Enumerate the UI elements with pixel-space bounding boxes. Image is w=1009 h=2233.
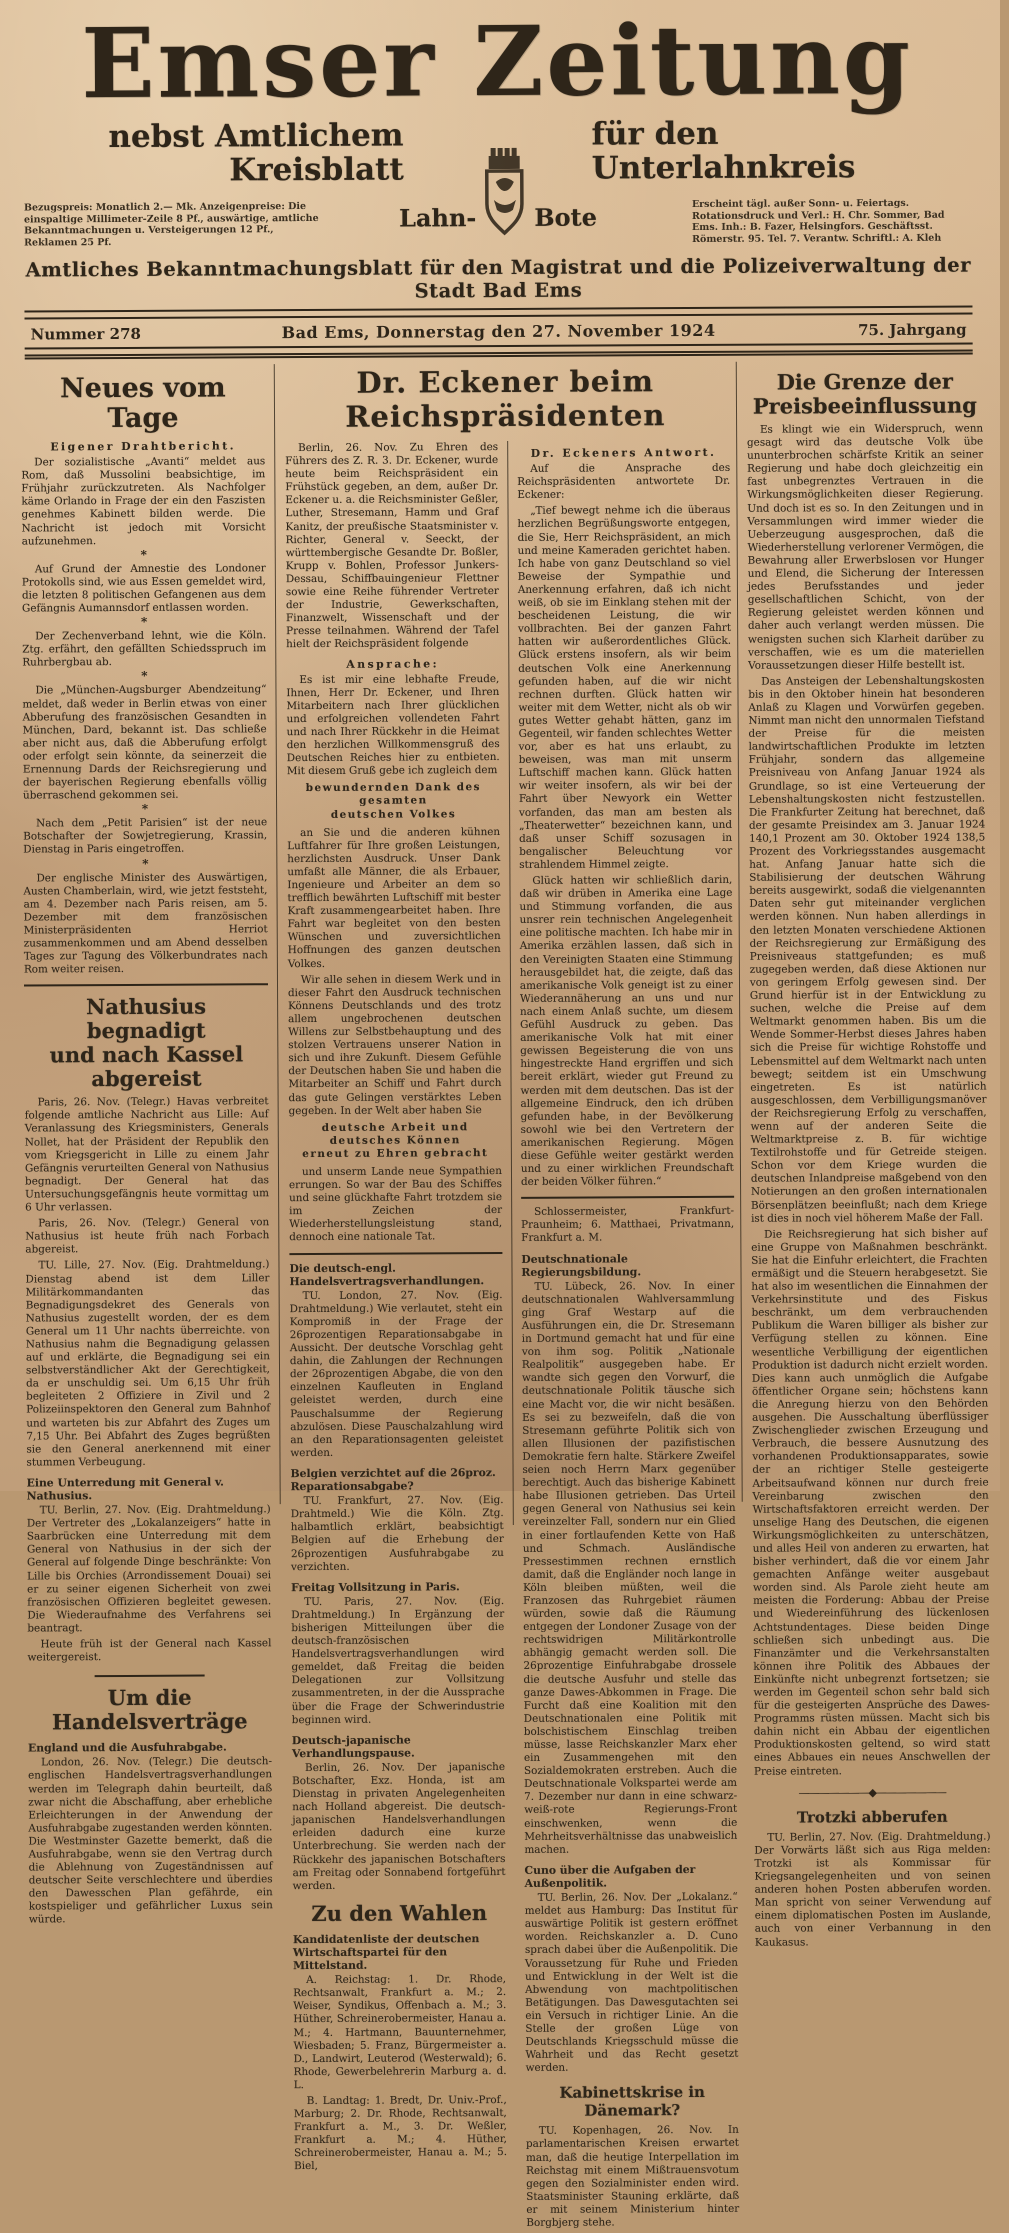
article-paragraph: Die „München-Augsburger Abendzeitung“ meldet, daß weder in Berlin etwas von einer Abberufung des französischen Gesandten in München, Dard, bekannt ist. Das schließe aber nicht aus, daß die Abberufung erfolgt oder erfolgt sein könnte, da seinerzeit die Ernennung Dards der Reichsregierung und der bayerischen Regierung ebenfalls völlig überraschend gekommen sei.	[22, 683, 267, 802]
lahn-label: Lahn-	[398, 203, 477, 233]
masthead-middle	[23, 116, 972, 249]
article-paragraph: Der Zechenverband lehnt, wie die Köln. Ztg. erfährt, den gefällten Schiedsspruch im Ruhrbergbau ab.	[22, 629, 267, 669]
article-paragraph: Auf Grund der Amnestie des Londoner Protokolls sind, wie aus Essen gemeldet wird, die letzten 8 politischen Gefangenen aus dem Gefängnis Aumannsdorf entlassen worden.	[21, 561, 266, 615]
center-subcolumn-2	[508, 440, 740, 2229]
article-paragraph: „Tief bewegt nehme ich die überaus herzlichen Begrüßungsworte entgegen, die Sie, Herr Reichspräsident, an mich und meine Kameraden gerichtet haben. Ich habe von ganz Deutschland so viel Beweise der Sympathie und Anerkennung erfahren, daß ich nicht weiß, ob sie im Einklang stehen mit der bescheidenen Leistung, die wir vollbrachten. Bei der ganzen Fahrt hatten wir außerordentliches Glück. Glück erstens insofern, als wir beim deutschen Volk eine Anerkennung gefunden haben, auf die wir nicht rechnen durften. Glück hatten wir weiter mit dem Wetter, nicht als ob wir gutes Wetter gehabt hätten, ganz im Gegenteil, wir fanden schlechtes Wetter vor, aber es hat uns erlaubt, zu beweisen, was man mit unserm Luftschiff machen kann. Glück hatten wir weiter insofern, als wir bei der Fahrt über Newyork ein Wetter vorfanden, das man am besten als „Theaterwetter“ bezeichnen kann, und daß unser Schiff sozusagen in bengalischer Beleuchtung vor strahlendem Himmel zeigte.	[517, 504, 733, 871]
official-banner: Amtliches Bekanntmachungsblatt für den Magistrat und die Polizeiverwaltung der Stadt Bad Ems	[25, 253, 971, 303]
article-paragraph: TU. Frankfurt, 27. Nov. (Eig. Drahtmeld.) Wie die Köln. Ztg. halbamtlich erklärt, beabsichtigt Belgien auf die Erhebung der 26prozentigen Ausfuhrabgabe zu verzichten.	[290, 1494, 504, 1573]
article-headline: Kabinettskrise in Dänemark?	[559, 2083, 705, 2120]
newspaper-title: Emser Zeitung	[81, 2, 914, 121]
article-paragraph: Es ist mir eine lebhafte Freude, Ihnen, Herr Dr. Eckener, und Ihren Mitarbeitern nach Ihrer glücklichen und erfolgreichen vollendeten Fahrt und nach Ihrer Rückkehr in die Heimat den herzlichen Willkommensgruß des Deutschen Reiches hier zu entbieten. Mit diesem Gruß gebe ich zugleich dem	[286, 672, 500, 778]
lead-article-headline: Dr. Eckener beim Reichspräsidenten	[345, 364, 666, 434]
paragraph-separator-star: *	[141, 802, 149, 817]
page-body	[0, 354, 1005, 2229]
article-paragraph: TU. Berlin, 27. Nov. (Eig. Drahtmeldung.) Der Vertreter des „Lokalanzeigers“ hatte in Saarbrücken eine Unterredung mit dem General von Nathusius in der sich der General auf folgende Dinge beschränkte: Von Lille bis Orchies (Arrondissement Douai) sei er zu seiner eigenen Sicherheit von zwei französischen Offizieren begleitet gewesen. Die Wiederaufnahme des Verfahrens sei beantragt.	[26, 1503, 272, 1635]
article-subhead: England und die Ausfuhrabgabe.	[27, 1740, 227, 1755]
article-paragraph: TU. Berlin, 27. Nov. (Eig. Drahtmeldung.) Der Vorwärts läßt sich aus Riga melden: Trotzki ist als Kommissar für Kriegsangelegenheiten und von seinen anderen hohen Posten abberufen worden. Man spricht von seiner Verwendung auf einem diplomatischen Posten im Auslande, auch von einer Verbannung in den Kaukasus.	[754, 1830, 992, 1949]
article-paragraph: Wir alle sehen in diesem Werk und in dieser Fahrt den Ausdruck technischen Könnens Deutschlands und des trotz allem ungebrochenen deutschen Willens zur Selbstbehauptung und des stolzen Vertrauens unserer Nation in sich und ihre Zukunft. Diesem Gefühle der Deutschen haben Sie und haben die Mitarbeiter an Schiff und Fahrt durch das gute Gelingen verstärktes Leben gegeben. In der Welt aber haben Sie	[287, 972, 502, 1117]
article-paragraph: B. Landtag: 1. Bredt, Dr. Univ.-Prof., Marburg; 2. Dr. Rhode, Rechtsanwalt, Frankfurt a. M., 3. Dr. Weßler, Frankfurt a. M.; 4. Hüther, Schreinerobermeister, Hanau a. M.; 5. Biel,	[293, 2093, 508, 2173]
article-paragraph: Berlin, 26. Nov. Zu Ehren des Führers des Z. R. 3. Dr. Eckener, wurde heute beim Reichspräsident ein Frühstück gegeben, an dem, außer Dr. Eckener u. a. die Reichsminister Geßler, Luther, Stresemann, Hamm und Graf Kanitz, der preußische Staatsminister v. Richter, General v. Seeckt, der württembergische Gesandte Dr. Boßler, Krupp v. Bohlen, Professor Junkers-Dessau, Schiffbauingenieur Flettner sowie eine Reihe führender Vertreter der Industrie, Gewerkschaften, Finanzwelt, Wissenschaft und der Presse teilnahmen. Während der Tafel hielt der Reichspräsident folgende	[285, 441, 500, 651]
paragraph-separator-star: *	[141, 669, 148, 684]
center-subcolumn-1	[277, 441, 514, 2173]
paragraph-separator-star: *	[140, 614, 148, 630]
article-paragraph: Der englische Minister des Auswärtigen, Austen Chamberlain, wird, wie jetzt feststeht, am 4. Dezember nach Paris reisen, am 5. Dezember mit dem französischen Ministerpräsidenten Herriot zusammenkommen und am Abend desselben Tages zur Tagung des Völkerbundrates nach Rom weiter reisen.	[23, 870, 268, 976]
city-crest-icon	[482, 146, 529, 246]
emphasis-line: deutsche Arbeit und deutsches Können erneut zu Ehren gebracht	[302, 1120, 489, 1160]
center-subcolumns	[277, 440, 740, 2229]
article-subhead: Eigener Drahtbericht.	[50, 439, 237, 454]
article-subhead: Eine Unterredung mit General v. Nathusius.	[26, 1475, 224, 1503]
left-column	[21, 364, 281, 1926]
ornament-divider: ———————◆———————	[798, 1785, 946, 1800]
article-paragraph: Paris, 26. Nov. (Telegr.) Havas verbreitet folgende amtliche Nachricht aus Lille: Auf Veranlassung des Kriegsministers, Generals Nollet, hat der Präsident der Republik den vom Kriegsgericht in Lille zu einem Jahr Gefängnis verurteilten General von Nathusius begnadigt. Der General hat das Untersuchungsgefängnis heute vormittag um 6 Uhr verlassen.	[24, 1095, 270, 1214]
article-paragraph: an Sie und die anderen kühnen Luftfahrer für Ihre großen Leistungen, herzlichsten Ausdruck. Unser Dank umfaßt alle Männer, die als Erbauer, Ingenieure und Arbeiter an dem so trefflich bewährten Luftschiff mit bester Kraft zusammengearbeitet haben. Ihre Fahrt war begleitet von den besten Wünschen und zuversichtlichen Hoffnungen des ganzen deutschen Volkes.	[287, 825, 501, 970]
masthead-subtitle-right: für den Unterlahnkreis	[591, 115, 856, 187]
article-subhead: Cuno über die Aufgaben der Außenpolitik.	[524, 1862, 696, 1890]
masthead-subtitle-left: nebst Amtlichem Kreisblatt	[108, 117, 404, 189]
bote-label: Bote	[534, 202, 598, 232]
article-paragraph: Nach dem „Petit Parisien“ ist der neue Botschafter der Sowjetregierung, Krassin, Dienstag in Paris eingetroffen.	[23, 816, 268, 856]
article-paragraph: Auf die Ansprache des Reichspräsidenten antwortete Dr. Eckener:	[517, 461, 731, 502]
pricing-info: Bezugspreis: Monatlich 2.— Mk. Anzeigenpreise: Die einspaltige Millimeter-Zeile 8 Pf., auswärtige, amtliche Bekanntmachungen u. Versteigerungen 12 Pf., Reklamen 25 Pf.	[23, 201, 319, 248]
article-paragraph: TU. London, 27. Nov. (Eig. Drahtmeldung.) Wie verlautet, steht ein Kompromiß in der Frage der 26prozentigen Reparationsabgabe in Aussicht. Der deutsche Vorschlag geht dahin, die Zahlungen der Rechnungen der 26prozentigen Abgabe, die von den einzelnen Kaufleuten in England geleistet werden, durch eine Pauschalsumme der Regierung abzulösen. Diese Pauschalzahlung wird an den Reparationsagenten geleistet werden.	[289, 1288, 504, 1459]
article-divider	[95, 1675, 205, 1678]
article-subhead: Deutschnationale Regierungsbildung.	[521, 1251, 642, 1279]
article-paragraph: TU. Lübeck, 26. Nov. In einer deutschnationalen Wahlversammlung ging Graf Westarp auf die Ausführungen ein, die Dr. Stresemann in Dortmund gemacht hat und für eine von ihm sog. Politik „Nationale Realpolitik“ ausgegeben habe. Er wandte sich gegen den Vorwurf, die deutschnationale Politik täusche sich eine Macht vor, die wir nicht besäßen. Es sei zu bezweifeln, daß die von Stresemann geführte Politik sich von allen Illusionen der pazifistischen Demokratie fern halte. Stärkere Zweifel seien noch Herrn Marx gegenüber berechtigt. Auch das bisherige Kabinett habe Illusionen getrieben. Das Urteil gegen General von Nathusius sei kein vereinzelter Fall, sondern nur ein Glied in einer fortlaufenden Kette von Haß und Schmach. Ausländische Pressestimmen rechnen ernstlich damit, daß die Engländer noch lange in Köln bleiben müßten, weil die Franzosen das Ruhrgebiet räumen würden, sowie daß die Räumung entgegen der Londoner Zusage von der rechtswidrigen Militärkontrolle abhängig gemacht werden soll. Die 26prozentige Einfuhrabgabe drossele die deutsche Ausfuhr und stelle das ganze Dawes-Abkommen in Frage. Die Furcht daß eine Koalition mit den Deutschnationalen eine Politik mit bolschistischem Einschlag treiben müsse, lasse Reichskanzler Marx eher ein Zusammengehen mit den Sozialdemokraten erstreben. Auch die Deutschnationale Volkspartei werde am 7. Dezember nur dann in eine schwarz-weiß-rote Regierungs-Front einschwenken, wenn die Mehrheitsverhältnisse das unabweislich machen.	[521, 1279, 738, 1856]
article-headline: Nathusius begnadigt und nach Kassel abgereist	[49, 993, 244, 1092]
article-subhead: Ansprache:	[346, 656, 440, 671]
section-divider	[24, 984, 268, 987]
section-divider	[521, 1196, 734, 1199]
article-subhead: Die deutsch-engl. Handelsvertragsverhandlungen.	[289, 1261, 485, 1288]
right-column	[736, 360, 992, 1949]
article-headline: Zu den Wahlen	[311, 1899, 488, 1926]
masthead-center-block	[398, 118, 598, 247]
article-paragraph: TU. Paris, 27. Nov. (Eig. Drahtmeldung.) In Ergänzung der bisherigen Mitteilungen über die deutsch-französischen Handelsvertragsverhandlungen wird gemeldet, daß Freitag die beiden Delegationen zur Vollsitzung zusammentreten, in der die Aussprache über die Frage der Schwerindustrie beginnen wird.	[291, 1594, 505, 1726]
section-divider	[289, 1252, 502, 1255]
article-paragraph: Es klingt wie ein Widerspruch, wenn gesagt wird das deutsche Volk übe ununterbrochen schärfste Kritik an seiner Regierung und habe doch gleichzeitig ein fast unbegrenztes Vertrauen in die Wirkungsmöglichkeiten dieser Regierung. Und doch ist es so. In den Zeitungen und in Versammlungen wird immer wieder die Ueberzeugung ausgesprochen, daß die Wiederherstellung verlorener Vermögen, die Bewahrung aller Erwerbslosen vor Hunger und Elend, die Sicherung der Interessen jedes Berufsstandes und jeder gesellschaftlichen Schicht, von der Regierung geleistet werden können und daher auch verlangt werden müssen. Die wenigsten suchen sich Klarheit darüber zu verschaffen, wie es um die materiellen Voraussetzungen dieser Hilfe bestellt ist.	[746, 422, 985, 672]
article-paragraph: und unserm Lande neue Sympathien errungen. So war der Bau des Schiffes und seine glückhafte Fahrt trotzdem sie im Zeichen der Wiederherstellungsleistung stand, dennoch eine nationale Tat.	[288, 1164, 503, 1244]
paragraph-separator-star: *	[140, 547, 147, 562]
article-subhead: Kandidatenliste der deutschen Wirtschaftspartei für den Mittelstand.	[292, 1931, 480, 1973]
article-paragraph: Heute früh ist der General nach Kassel weitergereist.	[27, 1637, 272, 1664]
article-subhead: Deutsch-japanische Verhandlungspause.	[291, 1733, 415, 1760]
article-paragraph: Glück hatten wir schließlich darin, daß wir drüben in Amerika eine Lage und Stimmung vorfanden, die aus unsrer rein technischen Angelegenheit eine politische machten. Ich habe mir in Amerika erzählen lassen, daß sich in den Vereinigten Staaten eine Stimmung herausgebildet hat, die zeigte, daß das amerikanische Volk geneigt ist zu einer Wiederannäherung an uns und nur nach einem Anlaß suchte, um diesem Gefühl Ausdruck zu geben. Das amerikanische Volk hat mit einer gewissen Begeisterung die von uns hingestreckte Hand ergriffen und sich bereit erklärt, wieder gut Freund zu werden mit dem deutschen. Das ist der allgemeine Eindruck, den ich drüben gefunden habe, in der Bevölkerung sowohl wie bei den Vertretern der amerikanischen Regierung. Mögen diese Gefühle weiter gestärkt werden und zu einer wirklichen Freundschaft der beiden Völker führen.“	[519, 873, 734, 1189]
article-paragraph: TU. Lille, 27. Nov. (Eig. Drahtmeldung.) Dienstag abend ist dem Liller Militärkommandanten das Begnadigungsdekret des Generals von Nathusius zugestellt worden, der es dem General um 11 Uhr nachts überreichte. von Nathusius nahm die Begnadigung gelassen auf und erklärte, die Begnadigung sei ein selbstverständlicher Akt der Gerechtigkeit, da er unschuldig sei. Um 6,15 Uhr früh begleiteten 2 Offiziere in Zivil und 2 Polizeiinspektoren den General zum Bahnhof und warteten bis zur Abfahrt des Zuges um 7,15 Uhr. Bei Abfahrt des Zuges begrüßten sie den General anerkennend mit einer stummen Verbeugung.	[25, 1258, 271, 1469]
article-subhead: Belgien verzichtet auf die 26proz. Reparationsabgabe?	[290, 1465, 496, 1494]
article-paragraph: London, 26. Nov. (Telegr.) Die deutsch-englischen Handelsvertragsverhandlungen werden im Telegraph dahin beurteilt, daß zwar nicht die Abschaffung, aber erhebliche Erleichterungen in der Anwendung der Ausfuhrabgabe zugestanden werden könnten. Die Westminster Gazette bemerkt, daß die Ausfuhrabgabe, wenn sie den Vertrag durch die Ablehnung von Zugeständnissen auf deutscher Seite verschlechtere und überdies den Dawesschen Plan gefährde, ein kostspieliger und gefährlicher Luxus sein würde.	[28, 1755, 273, 1926]
paragraph-separator-star: *	[142, 856, 149, 871]
article-paragraph: Der sozialistische „Avanti“ meldet aus Rom, daß Mussolini beabsichtige, im Frühjahr zurückzutreten. Als Nachfolger käme Orlando in Frage der ein den Faszisten genehmes Kabinett bilden werde. Die Nachricht ist jedoch mit Vorsicht aufzunehmen.	[21, 455, 266, 548]
article-headline: Die Grenze der Preisbeeinflussung	[752, 368, 977, 419]
center-section	[275, 362, 742, 2229]
article-paragraph: A. Reichstag: 1. Dr. Rhode, Rechtsanwalt, Frankfurt a. M.; 2. Weiser, Syndikus, Offenbach a. M.; 3. Hüther, Schreinerobermeister, Hanau a. M.; 4. Hartmann, Bauunternehmer, Wiesbaden; 5. Franz, Bürgermeister a. D., Landwirt, Leuterod (Westerwald); 6. Rhode, Gewerbelehrerin Marburg a. d. L.	[293, 1973, 507, 2091]
article-paragraph: Paris, 26. Nov. (Telegr.) General von Nathusius ist heute früh nach Forbach abgereist.	[25, 1216, 270, 1256]
emphasis-line: bewundernden Dank des gesamten deutschen Volkes	[305, 781, 482, 821]
article-headline: Um die Handelsverträge	[51, 1684, 248, 1735]
issue-number: Nummer 278	[30, 324, 141, 343]
masthead-right-block	[587, 116, 972, 246]
article-paragraph: Das Ansteigen der Lebenshaltungskosten bis in den Oktober hinein hat besonderen Anlaß zu Klagen und Vorwürfen gegeben. Nimmt man nicht den unnormalen Tiefstand der Preise für die meisten landwirtschaftlichen Produkte im letzten Frühjahr, sondern das allgemeine Preisniveau von Anfang Januar 1924 als Grundlage, so ist eine Verteuerung der Lebenshaltungskosten nicht festzustellen. Die Frankfurter Zeitung hat berechnet, daß der gesamte Preisindex am 3. Januar 1924 140,1 Prozent am 30. Oktober 1924 138,5 Prozent des Vorkriegsstandes ausgemacht hat. Anfang Januar hatte sich die Stabilisierung der deutschen Währung bereits ausgewirkt, sodaß die vielgenannten Daten sehr gut miteinander verglichen werden können. Nun haben allerdings in den letzten Monaten verschiedene Aktionen der Reichsregierung zur Ermäßigung des Preisniveaus stattgefunden; es muß zugegeben werden, daß diese Aktionen nur von geringem Erfolg gewesen sind. Der Grund hierfür ist in der Entwicklung zu suchen, welche die Preise auf dem Weltmarkt genommen haben. Bis um die Wende Sommer-Herbst dieses Jahres haben sich die Preise für wichtige Rohstoffe und Lebensmittel auf dem Weltmarkt nach unten bewegt; seitdem ist ein Umschwung eingetreten. Es ist natürlich ausgeschlossen, dem Verbilligungsmanöver der Reichsregierung Erfolg zu verschaffen, wenn auf der anderen Seite die Weltmarktpreise z. B. für wichtige Textilrohstoffe und für Getreide steigen. Schon vor dem Kriege wurden die deutschen Inlandpreise maßgebend von den Notierungen an den großen internationalen Börsenplätzen beeinflußt; nach dem Kriege ist dies in noch viel höherem Maße der Fall.	[748, 674, 988, 1225]
volume-label: 75. Jahrgang	[857, 320, 967, 339]
dateline-text: Bad Ems, Donnerstag den 27. November 1924	[281, 320, 716, 343]
article-paragraph: TU. Berlin, 26. Nov. Der „Lokalanz.“ meldet aus Hamburg: Das Institut für auswärtige Politik ist gestern eröffnet worden. Reichskanzler a. D. Cuno sprach dabei über die Außenpolitik. Die Voraussetzung für Ruhe und Frieden und Entwicklung in der Welt ist die Abwendung von machtpolitischen Betätigungen. Das Dawesgutachten sei ein Versuch in richtiger Linie. An die Stelle der großen Lüge von Deutschlands Kriegsschuld müsse die Wahrheit und das Recht gesetzt werden.	[524, 1890, 739, 2075]
masthead	[0, 0, 999, 360]
article-paragraph: Die Reichsregierung hat sich bisher auf eine Gruppe von Maßnahmen beschränkt. Sie hat die Einfuhr erleichtert, die Frachten ermäßigt und die Steuern herabgesetzt. Sie hat also im wesentlichen die Einnahmen der Verkehrsinstitute und des Fiskus beschränkt, um dem verbrauchenden Publikum die Waren billiger als bisher zur Verfügung stellen zu können. Eine wesentliche Verbilligung der eigentlichen Produktion ist dadurch nicht erzielt worden. Dies kann auch unmöglich die Aufgabe öffentlicher Organe sein; höchstens kann die Anregung hierzu von den Behörden ausgehen. Die Ausschaltung überflüssiger Zwischenglieder zwischen Erzeugung und Verbrauch, die bessere Ausnutzung des vorhandenen Produktionsapparates, sowie der an richtiger Stelle gesteigerte Arbeitsaufwand können nur durch freie Vereinbarung zwischen den Wirtschaftsfaktoren erreicht werden. Der unselige Hang des Deutschen, die eigenen Wirkungsmöglichkeiten zu unterschätzen, und alles Heil von anderen zu erwarten, hat bisher verhindert, daß die vor einem Jahr gemachten Anfänge weiter ausgebaut worden sind. Als Parole zieht heute am meisten die Forderung: Abbau der Preise und Wiedereinführung des lückenlosen Achtstundentages. Diese beiden Dinge schließen sich unbedingt aus. Die Finanzämter und die Verkehrsanstalten können ihre Politik des Abbaues der Einkünfte nicht unbegrenzt fortsetzen; sie werden im Gegenteil schon sehr bald sich für die gesteigerten Ansprüche des Dawes-Programms rüsten müssen. Macht sich bis dahin nicht ein Abbau der eigentlichen Produktionskosten geltend, so wird statt eines Abbaues ein neues Anschwellen der Preise eintreten.	[751, 1227, 991, 1778]
masthead-left-block	[23, 118, 408, 248]
article-headline: Neues vom Tage	[59, 372, 226, 435]
article-subhead: Freitag Vollsitzung in Paris.	[291, 1579, 460, 1594]
article-subhead: Dr. Eckeners Antwort.	[530, 445, 717, 460]
article-headline: Trotzki abberufen	[796, 1807, 948, 1827]
article-paragraph: TU. Kopenhagen, 26. Nov. In parlamentarischen Kreisen erwartet man, daß die heutige Interpellation im Reichstag mit einem Mißtrauensvotum gegen den Sozialminister enden wird. Staatsminister Stauning erklärte, daß er mit seinem Ministerium hinter Borgbjerg stehe.	[525, 2124, 740, 2229]
article-paragraph: Berlin, 26. Nov. Der japanische Botschafter, Exz. Honda, ist am Dienstag in privaten Angelegenheiten nach Holland abgereist. Die deutsch-japanischen Handelsverhandlungen erleiden dadurch eine kurze Unterbrechung. Sie werden nach der Rückkehr des japanischen Botschafters am Freitag oder Sonnabend fortgeführt werden.	[292, 1760, 506, 1892]
article-paragraph: Schlossermeister, Frankfurt-Praunheim; 6. Matthaei, Privatmann, Frankfurt a. M.	[521, 1205, 735, 1245]
publisher-info: Erscheint tägl. außer Sonn- u. Feiertags. Rotationsdruck und Verl.: H. Chr. Sommer, Bad Ems. Inh.: B. Fazer, Helsingfors. Geschäftsst. Römerstr. 95. Tel. 7. Verantw. Schriftl.: A. Kleh	[691, 197, 945, 245]
